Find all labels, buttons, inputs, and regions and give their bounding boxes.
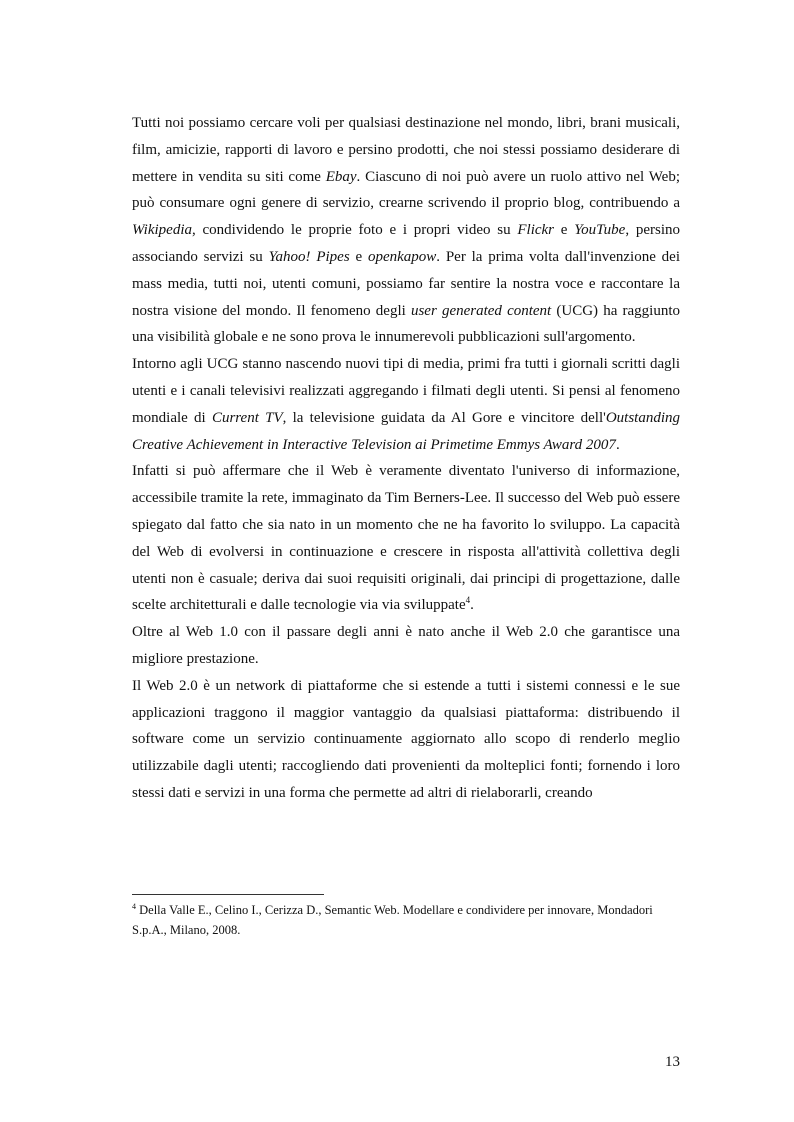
body-text [132,110,680,807]
italic-current-tv: Current TV [211,409,283,426]
paragraph-3 [132,458,680,619]
italic-award: Outstanding Creative Achievement in Interactive Television ai Primetime Emmys Award 2007 [132,409,681,453]
page-number: 13 [665,1054,680,1070]
text-span: . [615,436,620,453]
text-span: . Per la prima volta dall'invenzione dei mass media, tutti noi, utenti comuni, possiamo far sentire la nostra voce e raccontare la nostra visione del mondo. Il fenomeno degli [132,248,680,319]
italic-ebay: Ebay [325,168,357,185]
footnote-text: Della Valle E., Celino I., Cerizza D., Semantic Web. Modellare e condividere per innovare, Mondadori S.p.A., Milano, 2008. [132,903,653,937]
paragraph-1 [132,110,680,351]
text-span: , la televisione guidata da Al Gore e vincitore dell' [282,409,606,426]
text-span: (UCG) ha raggiunto una visibilità globale e ne sono prova le innumerevoli pubblicazioni sull'argomento. [132,302,681,346]
paragraph-5: Il Web 2.0 è un network di piattaforme che si estende a tutti i sistemi connessi e le sue applicazioni traggono il maggior vantaggio da qualsiasi piattaforma: distribuendo il software come un servizio continuamente aggiornato allo scopo di renderlo meglio utilizzabile dagli utenti; raccogliendo dati provenienti da molteplici fonti; fornendo i loro stessi dati e servizi in una forma che permette ad altri di rielaborarli, creando [132,677,680,801]
text-span: , persino associando servizi su [132,222,680,265]
text-span: , condividendo le proprie foto e i propri video su [192,222,518,239]
italic-wikipedia: Wikipedia [132,222,192,239]
paragraph-4: Oltre al Web 1.0 con il passare degli anni è nato anche il Web 2.0 che garantisce una migliore prestazione. [132,624,680,667]
footnote-reference[interactable]: 4 [465,595,471,606]
text-span: . Ciascuno di noi può avere un ruolo attivo nel Web; può consumare ogni genere di servizio, crearne scrivendo il proprio blog, contribuendo a [132,168,680,212]
paragraph-2 [132,351,680,458]
footnote-separator [132,894,324,895]
italic-youtube: YouTube [574,222,626,239]
italic-ugc: user generated content [410,302,552,319]
footnote [132,900,680,940]
italic-flickr: Flickr [517,222,555,239]
text-span: Tutti noi possiamo cercare voli per qualsiasi destinazione nel mondo, libri, brani musicali, film, amicizie, rapporti di lavoro e persino prodotti, che noi stessi possiamo desiderare di mettere in vendita su siti come [132,115,680,185]
italic-yahoo-pipes: Yahoo! Pipes [268,248,350,265]
text-span: Infatti si può affermare che il Web è veramente diventato l'universo di informazione, accessibile tramite la rete, immaginato da Tim Berners-Lee. Il successo del Web può essere spiegato dal fatto che sia nato in un momento che ne ha favorito lo sviluppo. La capacità del Web di evolversi in continuazione e crescere in risposta all'attività collettiva degli utenti non è casuale; deriva dai suoi requisiti originali, dai principi di progettazione, dalle scelte architetturali e dalle tecnologie via via sviluppate [132,463,680,614]
text-span: Intorno agli UCG stanno nascendo nuovi tipi di media, primi fra tutti i giornali scritti dagli utenti e i canali televisivi realizzati aggregando i filmati degli utenti. Si pensi al fenomeno mondiale di [132,356,680,426]
footnote-number: 4 [132,901,136,911]
text-span: e [349,248,368,265]
text-span: e [554,222,575,239]
text-span: . [470,597,474,614]
italic-openkapow: openkapow [367,248,437,265]
